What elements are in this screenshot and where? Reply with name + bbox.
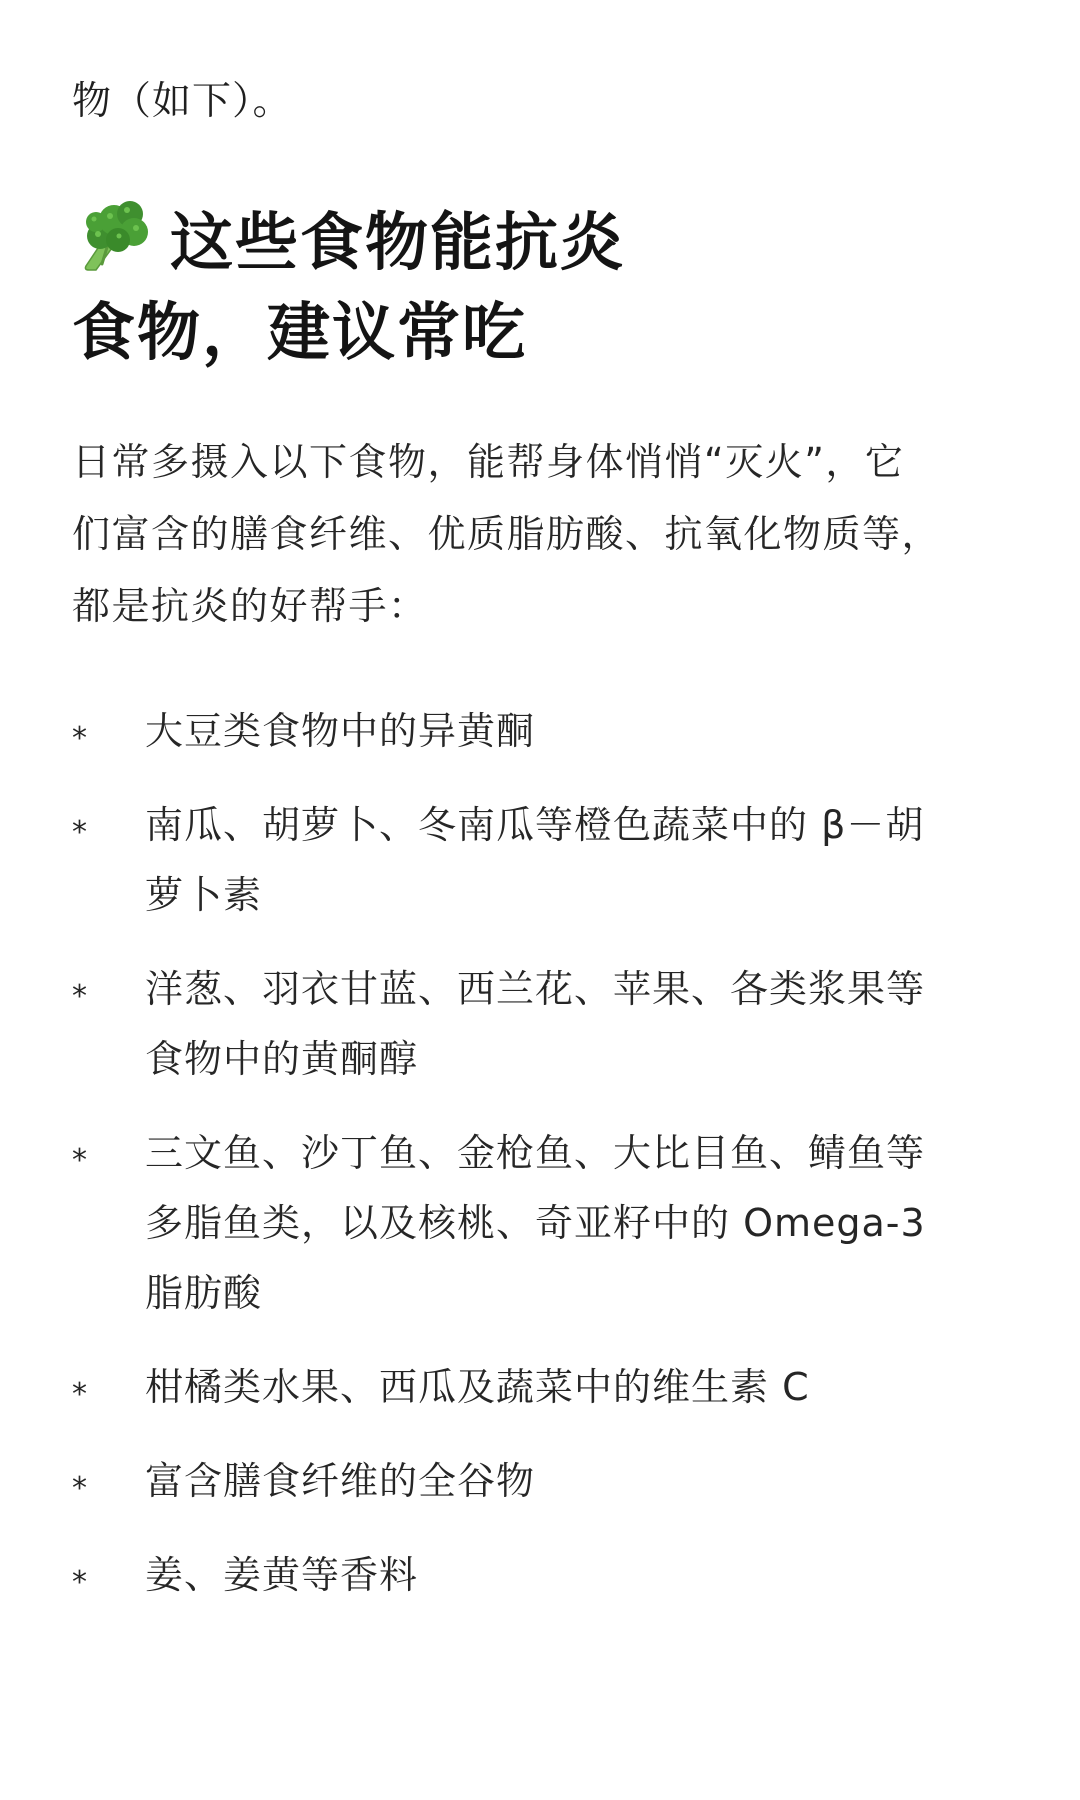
list-item-text: 脂肪酸 — [145, 1271, 263, 1315]
list-item-text: 大豆类食物中的异黄酮 — [145, 709, 536, 753]
bullet-asterisk: * — [72, 1565, 88, 1600]
list-item — [72, 790, 1008, 930]
list-item-text: 富含膳食纤维的全谷物 — [145, 1459, 536, 1503]
bullet-asterisk: * — [72, 979, 88, 1014]
lead-line: 日常多摄入以下食物，能帮身体悄悄“灭火”，它 — [72, 440, 905, 484]
bullet-asterisk: * — [72, 1377, 88, 1412]
list-item-text: 食物中的黄酮醇 — [145, 1037, 419, 1081]
heading-text-1: 这些食物能抗炎 — [170, 206, 625, 279]
list-item — [72, 1540, 1008, 1610]
list-item — [72, 1446, 1008, 1516]
intro-text-tail: 物（如下）。 — [72, 79, 293, 124]
list-item-text: 柑橘类水果、西瓜及蔬菜中的维生素 C — [145, 1365, 810, 1409]
heading-line-1 — [72, 192, 1008, 288]
broccoli-icon — [72, 192, 154, 274]
food-list — [72, 696, 1008, 1634]
heading-line-2: 食物，建议常吃 — [72, 296, 527, 369]
lead-line: 都是抗炎的好帮手： — [72, 584, 428, 628]
list-item-text: 洋葱、羽衣甘蓝、西兰花、苹果、各类浆果等 — [145, 967, 926, 1011]
list-item-text: 三文鱼、沙丁鱼、金枪鱼、大比目鱼、鲭鱼等 — [145, 1131, 926, 1175]
bullet-asterisk: * — [72, 1471, 88, 1506]
bullet-asterisk: * — [72, 721, 88, 756]
lead-line: 们富含的膳食纤维、优质脂肪酸、抗氧化物质等， — [72, 512, 942, 556]
bullet-asterisk: * — [72, 815, 88, 850]
list-item — [72, 696, 1008, 766]
list-item — [72, 1118, 1008, 1328]
list-item-text: 多脂鱼类，以及核桃、奇亚籽中的 Omega-3 — [145, 1201, 926, 1245]
list-item-text: 姜、姜黄等香料 — [145, 1553, 419, 1597]
list-item-text: 南瓜、胡萝卜、冬南瓜等橙色蔬菜中的 β－胡 — [145, 803, 925, 847]
list-item-text: 萝卜素 — [145, 873, 263, 917]
bullet-asterisk: * — [72, 1143, 88, 1178]
list-item — [72, 1352, 1008, 1422]
list-item — [72, 954, 1008, 1094]
lead-paragraph — [72, 426, 1008, 642]
section-heading — [72, 192, 1008, 378]
